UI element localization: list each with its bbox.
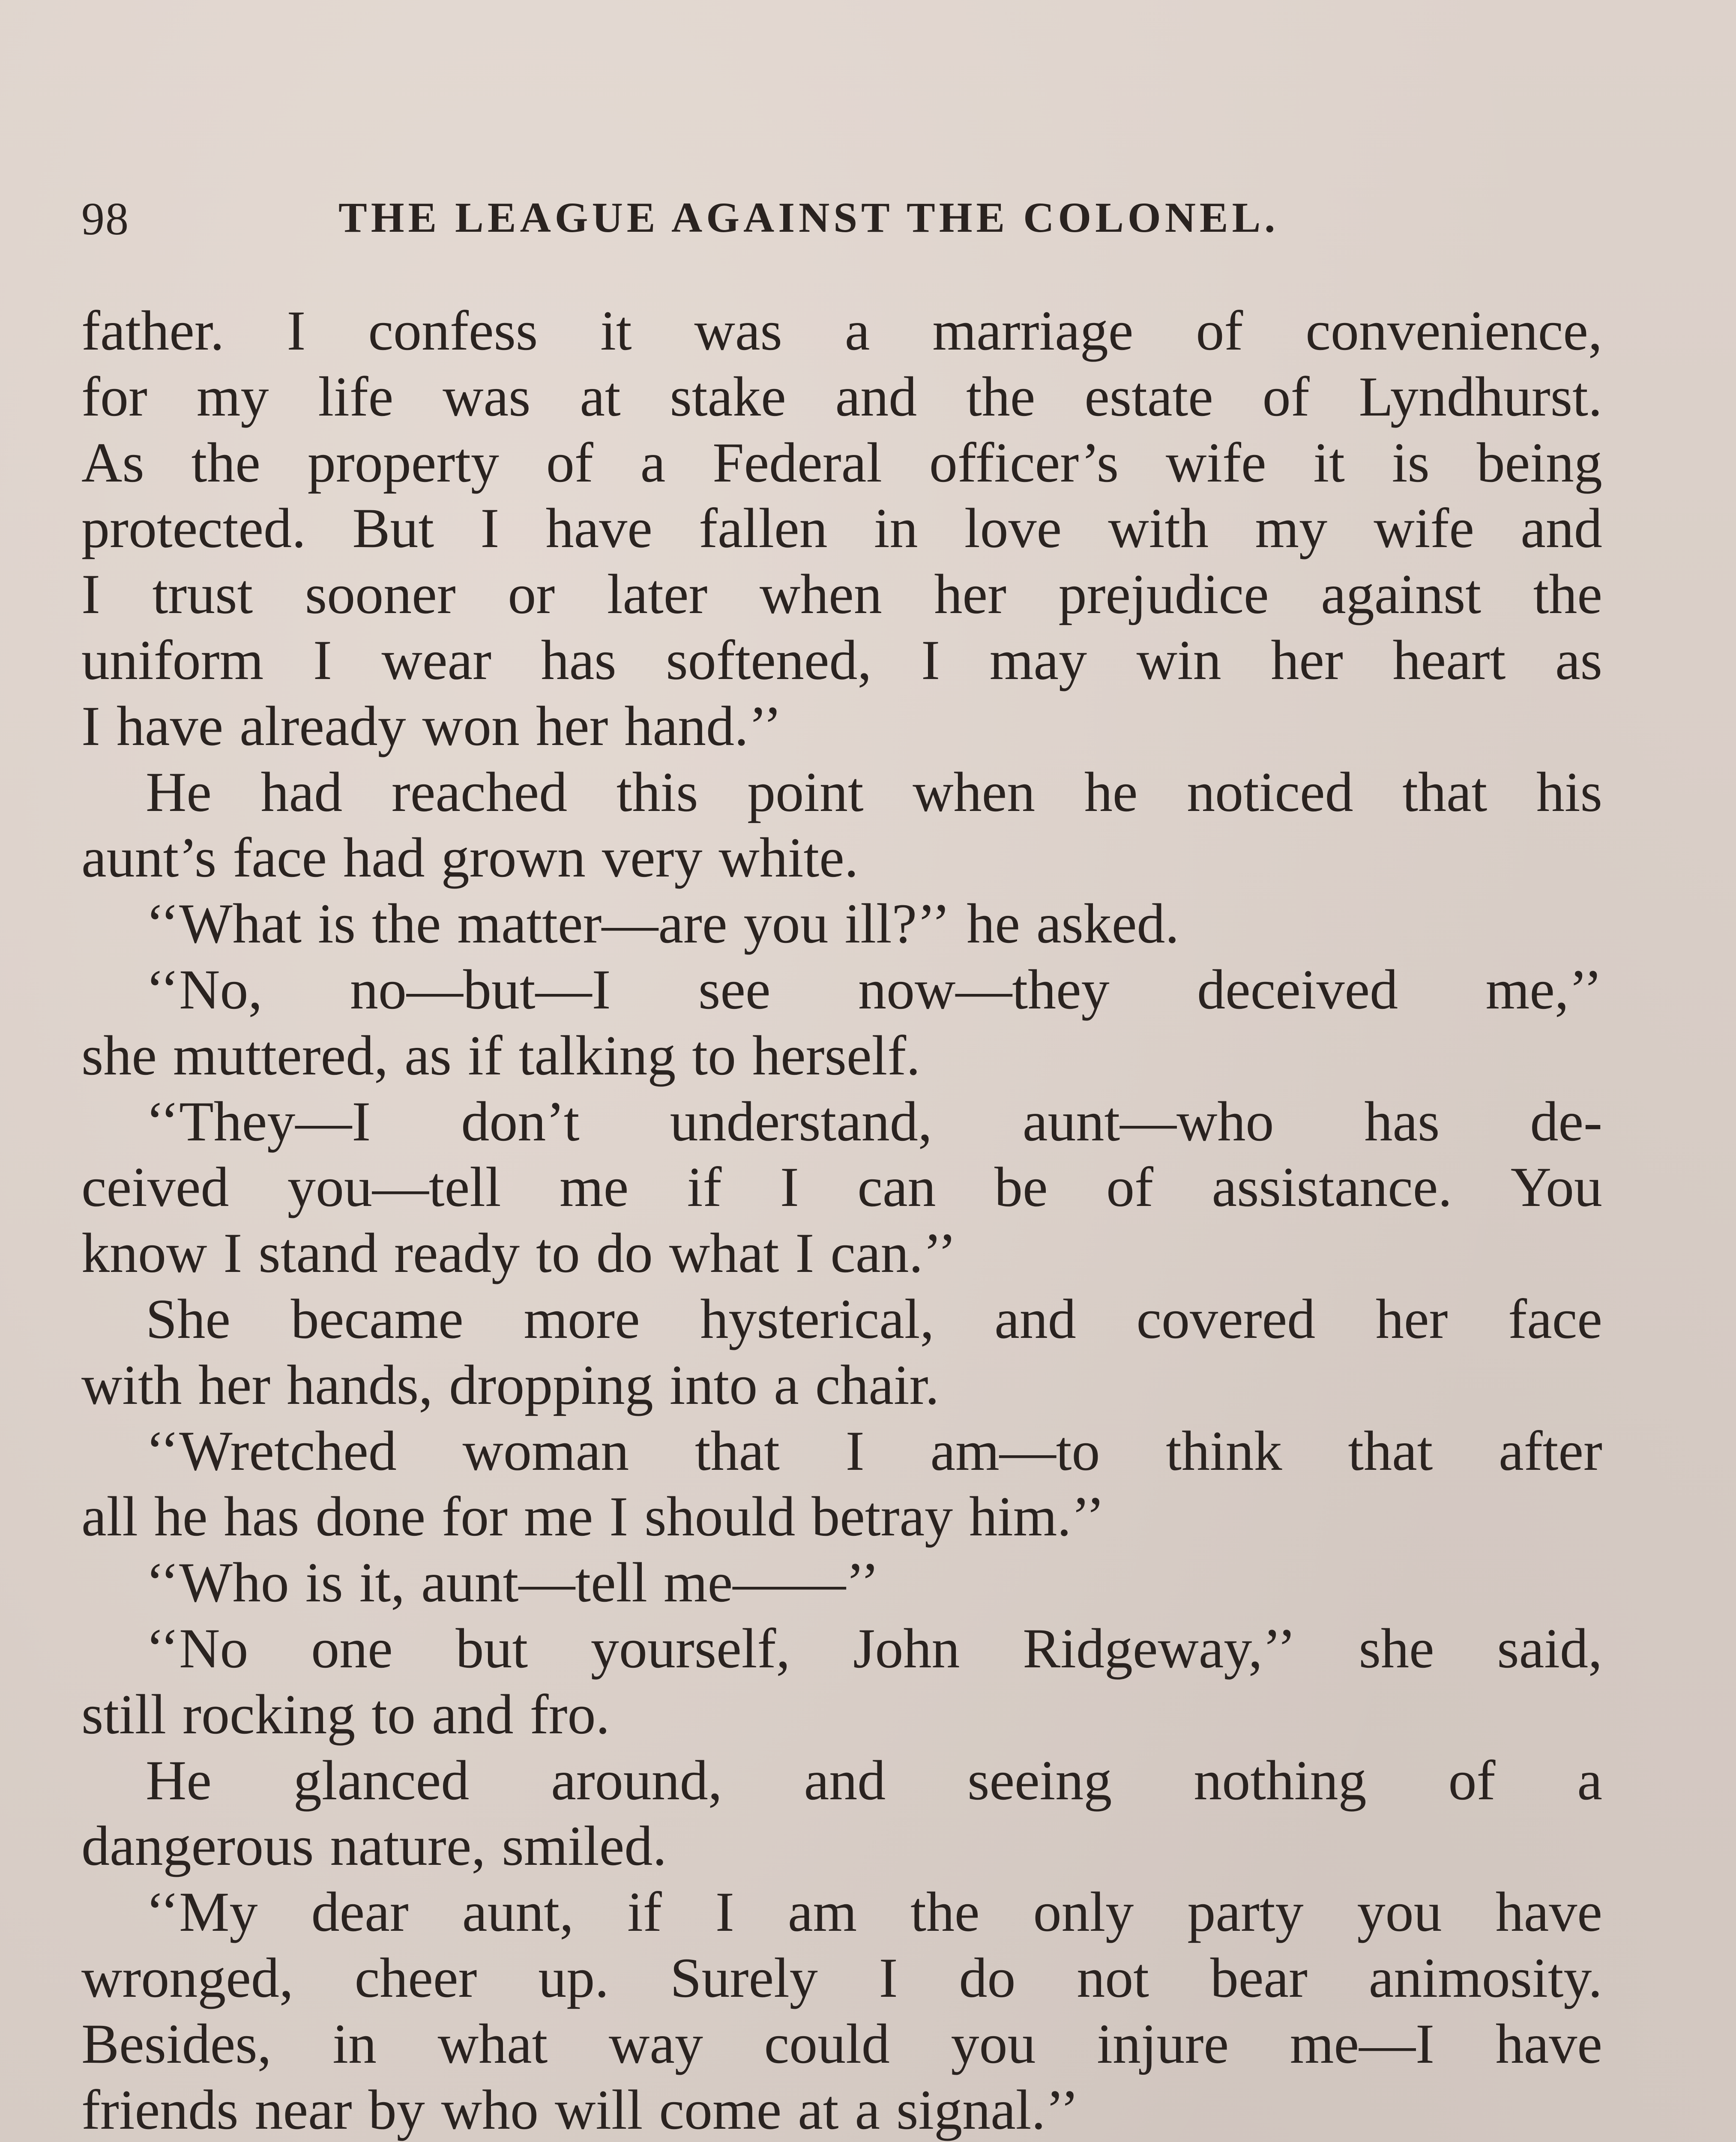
- word: my: [1255, 497, 1328, 560]
- word: him.’’: [969, 1485, 1105, 1548]
- word: assistance.: [1212, 1155, 1452, 1219]
- word: not: [1077, 1946, 1149, 2009]
- text-line: [81, 693, 1602, 759]
- word: have: [1495, 1880, 1602, 1944]
- word: me,’’: [1485, 957, 1602, 1021]
- word: muttered,: [173, 1023, 389, 1087]
- word: dropping: [449, 1353, 653, 1416]
- word: still: [81, 1682, 167, 1746]
- word: herself.: [752, 1023, 921, 1087]
- word: the: [1533, 562, 1602, 626]
- word: ‘‘Who: [146, 1551, 289, 1614]
- word: could: [764, 2012, 890, 2075]
- word: you: [743, 892, 829, 955]
- word: Besides,: [81, 2012, 272, 2075]
- word: it,: [359, 1551, 405, 1614]
- text-line: [81, 1484, 1602, 1550]
- word: ‘‘My: [146, 1880, 258, 1944]
- word: wear: [381, 628, 492, 691]
- word: around,: [551, 1748, 722, 1812]
- word: no—but—I: [350, 957, 611, 1021]
- word: You: [1510, 1155, 1602, 1219]
- word: as: [404, 1023, 452, 1087]
- word: aunt,: [462, 1880, 574, 1944]
- word: me——’’: [664, 1551, 880, 1614]
- word: father.: [81, 299, 224, 362]
- text-line: [81, 825, 1602, 891]
- word: signal.’’: [896, 2078, 1079, 2141]
- word: this: [616, 760, 698, 823]
- word: party: [1187, 1880, 1304, 1944]
- word: one: [311, 1616, 393, 1680]
- word: in: [874, 497, 918, 560]
- word: when: [759, 562, 882, 626]
- word: protected.: [81, 497, 306, 560]
- word: aunt’s: [81, 826, 217, 889]
- word: estate: [1084, 365, 1213, 428]
- word: cheer: [354, 1946, 477, 2009]
- word: it: [600, 299, 632, 362]
- word: of: [1262, 365, 1310, 428]
- word: what: [669, 1221, 779, 1285]
- word: that: [1348, 1419, 1433, 1482]
- word: into: [669, 1353, 758, 1416]
- word: of: [1448, 1748, 1496, 1812]
- word: I: [81, 562, 100, 626]
- text-line: [81, 561, 1602, 627]
- word: the: [191, 431, 260, 494]
- word: I: [287, 299, 306, 362]
- word: ready: [394, 1221, 520, 1285]
- word: be: [994, 1155, 1048, 1219]
- running-head: THE LEAGUE AGAINST THE COLONEL.: [338, 194, 1279, 241]
- word: but: [455, 1616, 528, 1680]
- word: done: [315, 1485, 426, 1548]
- word: what: [437, 2012, 548, 2075]
- word: and: [994, 1287, 1076, 1350]
- word: heart: [1392, 628, 1506, 691]
- word: and: [1520, 497, 1602, 560]
- word: Surely: [670, 1946, 818, 2009]
- text-line: [81, 1681, 1602, 1747]
- word: have: [1495, 2012, 1602, 2075]
- text-line: [81, 891, 1602, 957]
- word: me: [560, 1155, 629, 1219]
- word: Lyndhurst.: [1359, 365, 1602, 428]
- word: has: [541, 628, 617, 691]
- word: injure: [1097, 2012, 1229, 2075]
- word: if: [468, 1023, 503, 1087]
- word: at: [798, 2078, 839, 2141]
- word: is: [305, 1551, 343, 1614]
- word: to: [536, 1221, 580, 1285]
- word: should: [644, 1485, 796, 1548]
- word: was: [443, 365, 531, 428]
- page-number: 98: [81, 194, 129, 245]
- text-line: [81, 1418, 1602, 1484]
- word: woman: [462, 1419, 629, 1482]
- word: am—to: [930, 1419, 1100, 1482]
- word: rocking: [183, 1682, 356, 1746]
- word: have: [545, 497, 652, 560]
- word: understand,: [670, 1089, 932, 1153]
- word: more: [524, 1287, 640, 1350]
- word: grown: [441, 826, 586, 889]
- word: being: [1476, 431, 1602, 494]
- word: animosity.: [1368, 1946, 1602, 2009]
- word: fro.: [530, 1682, 610, 1746]
- word: had: [260, 760, 343, 823]
- word: up.: [538, 1946, 609, 2009]
- word: I: [223, 1221, 242, 1285]
- word: you—tell: [287, 1155, 501, 1219]
- word: deceived: [1197, 957, 1398, 1021]
- word: Federal: [712, 431, 882, 494]
- word: I: [81, 694, 100, 757]
- word: yourself,: [590, 1616, 790, 1680]
- word: is: [317, 892, 356, 955]
- word: covered: [1136, 1287, 1316, 1350]
- text-line: [81, 1550, 1602, 1615]
- word: his: [1536, 760, 1602, 823]
- word: was: [694, 299, 782, 362]
- word: when: [913, 760, 1036, 823]
- text-line: [81, 627, 1602, 693]
- word: As: [81, 431, 144, 494]
- word: dangerous: [81, 1814, 314, 1878]
- word: against: [1321, 562, 1482, 626]
- text-line: [81, 1615, 1602, 1681]
- word: I: [715, 1880, 734, 1944]
- word: wife: [1166, 431, 1266, 494]
- word: hand.’’: [624, 694, 782, 757]
- word: a: [774, 1353, 799, 1416]
- word: has: [224, 1485, 299, 1548]
- word: John: [853, 1616, 960, 1680]
- text-line: [81, 2077, 1602, 2142]
- word: said,: [1497, 1616, 1602, 1680]
- word: a: [844, 299, 870, 362]
- word: chair.: [815, 1353, 940, 1416]
- word: the: [910, 1880, 980, 1944]
- word: I: [845, 1419, 865, 1482]
- word: talking: [518, 1023, 676, 1087]
- word: she: [1359, 1616, 1434, 1680]
- text-line: [81, 1945, 1602, 2011]
- word: do: [596, 1221, 653, 1285]
- word: He: [146, 760, 212, 823]
- text-line: [81, 495, 1602, 561]
- word: he: [1084, 760, 1138, 823]
- text-line: [81, 1747, 1602, 1813]
- word: nothing: [1194, 1748, 1367, 1812]
- text-line: [81, 1154, 1602, 1220]
- word: very: [602, 826, 703, 889]
- word: stake: [670, 365, 786, 428]
- word: became: [290, 1287, 464, 1350]
- word: face: [1508, 1287, 1602, 1350]
- word: if: [627, 1880, 662, 1944]
- word: near: [254, 2078, 352, 2141]
- word: ill?’’: [844, 892, 951, 955]
- text-line: [81, 1813, 1602, 1879]
- word: I: [780, 1155, 799, 1219]
- word: he: [154, 1485, 208, 1548]
- word: softened,: [666, 628, 872, 691]
- text-line: [81, 1220, 1602, 1286]
- word: de-: [1530, 1089, 1602, 1153]
- word: the: [966, 365, 1036, 428]
- word: has: [1364, 1089, 1440, 1153]
- word: do: [959, 1946, 1016, 2009]
- word: know: [81, 1221, 207, 1285]
- word: noticed: [1187, 760, 1353, 823]
- word: win: [1136, 628, 1221, 691]
- word: wronged,: [81, 1946, 293, 2009]
- word: hands,: [287, 1353, 433, 1416]
- word: seeing: [967, 1748, 1112, 1812]
- word: aunt—who: [1022, 1089, 1274, 1153]
- word: betray: [811, 1485, 953, 1548]
- word: she: [81, 1023, 157, 1087]
- word: won: [422, 694, 520, 757]
- word: fallen: [699, 497, 828, 560]
- word: can.’’: [830, 1221, 957, 1285]
- word: now—they: [858, 957, 1110, 1021]
- word: ‘‘Wretched: [146, 1419, 397, 1482]
- word: ‘‘They—I: [146, 1089, 371, 1153]
- word: I: [313, 628, 332, 691]
- word: have: [116, 694, 224, 757]
- word: me: [524, 1485, 593, 1548]
- word: after: [1499, 1419, 1602, 1482]
- body-text: [81, 298, 1602, 2142]
- word: or: [508, 562, 555, 626]
- word: a: [640, 431, 666, 494]
- word: for: [81, 365, 147, 428]
- word: as: [1555, 628, 1602, 691]
- word: stand: [258, 1221, 378, 1285]
- word: and: [804, 1748, 886, 1812]
- word: friends: [81, 2078, 239, 2141]
- word: had: [343, 826, 425, 889]
- word: love: [964, 497, 1062, 560]
- word: She: [146, 1287, 230, 1350]
- word: sooner: [305, 562, 456, 626]
- word: her: [1375, 1287, 1448, 1350]
- word: point: [747, 760, 864, 823]
- word: of: [546, 431, 593, 494]
- word: I: [609, 1485, 629, 1548]
- word: hysterical,: [700, 1287, 934, 1350]
- word: to: [692, 1023, 736, 1087]
- word: convenience,: [1305, 299, 1602, 362]
- word: with: [81, 1353, 182, 1416]
- word: of: [1106, 1155, 1154, 1219]
- word: it: [1313, 431, 1345, 494]
- word: confess: [368, 299, 538, 362]
- word: the: [372, 892, 441, 955]
- word: her: [934, 562, 1006, 626]
- word: uniform: [81, 628, 264, 691]
- word: all: [81, 1485, 138, 1548]
- word: come: [659, 2078, 782, 2141]
- word: ceived: [81, 1155, 229, 1219]
- word: ‘‘What: [146, 892, 302, 955]
- word: for: [442, 1485, 508, 1548]
- text-line: [81, 1089, 1602, 1155]
- word: of: [1196, 299, 1243, 362]
- word: think: [1166, 1419, 1282, 1482]
- text-line: [81, 298, 1602, 364]
- text-line: [81, 759, 1602, 825]
- word: asked.: [1036, 892, 1179, 955]
- word: her: [198, 1353, 271, 1416]
- word: with: [1108, 497, 1209, 560]
- word: can: [857, 1155, 936, 1219]
- word: Ridgeway,’’: [1023, 1616, 1296, 1680]
- word: ‘‘No: [146, 1616, 248, 1680]
- word: you: [951, 2012, 1036, 2075]
- word: reached: [391, 760, 568, 823]
- word: at: [580, 365, 621, 428]
- word: bear: [1210, 1946, 1308, 2009]
- word: matter—are: [457, 892, 727, 955]
- word: nature,: [330, 1814, 486, 1878]
- word: dear: [311, 1880, 409, 1944]
- word: wife: [1374, 497, 1474, 560]
- word: I: [795, 1221, 814, 1285]
- word: and: [431, 1682, 514, 1746]
- text-line: [81, 1352, 1602, 1418]
- text-line: [81, 1879, 1602, 1945]
- word: am: [787, 1880, 857, 1944]
- word: you: [1357, 1880, 1442, 1944]
- word: trust: [152, 562, 253, 626]
- word: way: [608, 2012, 703, 2075]
- word: see: [698, 957, 771, 1021]
- word: already: [239, 694, 406, 757]
- word: my: [196, 365, 269, 428]
- text-line: [81, 430, 1602, 496]
- word: life: [318, 365, 394, 428]
- word: white.: [718, 826, 859, 889]
- word: that: [695, 1419, 780, 1482]
- word: face: [233, 826, 327, 889]
- word: I: [921, 628, 940, 691]
- text-line: [81, 364, 1602, 430]
- word: officer’s: [929, 431, 1119, 494]
- text-line: [81, 2011, 1602, 2077]
- text-line: [81, 1286, 1602, 1352]
- word: may: [989, 628, 1087, 691]
- word: who: [441, 2078, 539, 2141]
- word: a: [855, 2078, 880, 2141]
- word: a: [1577, 1748, 1602, 1812]
- word: property: [307, 431, 499, 494]
- word: smiled.: [502, 1814, 667, 1878]
- word: will: [555, 2078, 643, 2141]
- word: glanced: [293, 1748, 470, 1812]
- word: by: [368, 2078, 425, 2141]
- word: But: [352, 497, 434, 560]
- word: marriage: [932, 299, 1134, 362]
- word: only: [1033, 1880, 1134, 1944]
- word: in: [332, 2012, 377, 2075]
- word: I: [480, 497, 500, 560]
- page-header: [81, 193, 1658, 253]
- word: ‘‘No,: [146, 957, 263, 1021]
- word: and: [835, 365, 917, 428]
- word: her: [536, 694, 608, 757]
- word: me—I: [1290, 2012, 1435, 2075]
- word: later: [607, 562, 708, 626]
- word: if: [687, 1155, 722, 1219]
- word: prejudice: [1058, 562, 1269, 626]
- word: He: [146, 1748, 212, 1812]
- word: don’t: [461, 1089, 580, 1153]
- word: aunt—tell: [421, 1551, 647, 1614]
- word: to: [371, 1682, 416, 1746]
- word: her: [1271, 628, 1343, 691]
- word: he: [967, 892, 1020, 955]
- word: that: [1402, 760, 1488, 823]
- word: I: [879, 1946, 898, 2009]
- text-line: [81, 1023, 1602, 1089]
- word: is: [1392, 431, 1430, 494]
- text-line: [81, 957, 1602, 1023]
